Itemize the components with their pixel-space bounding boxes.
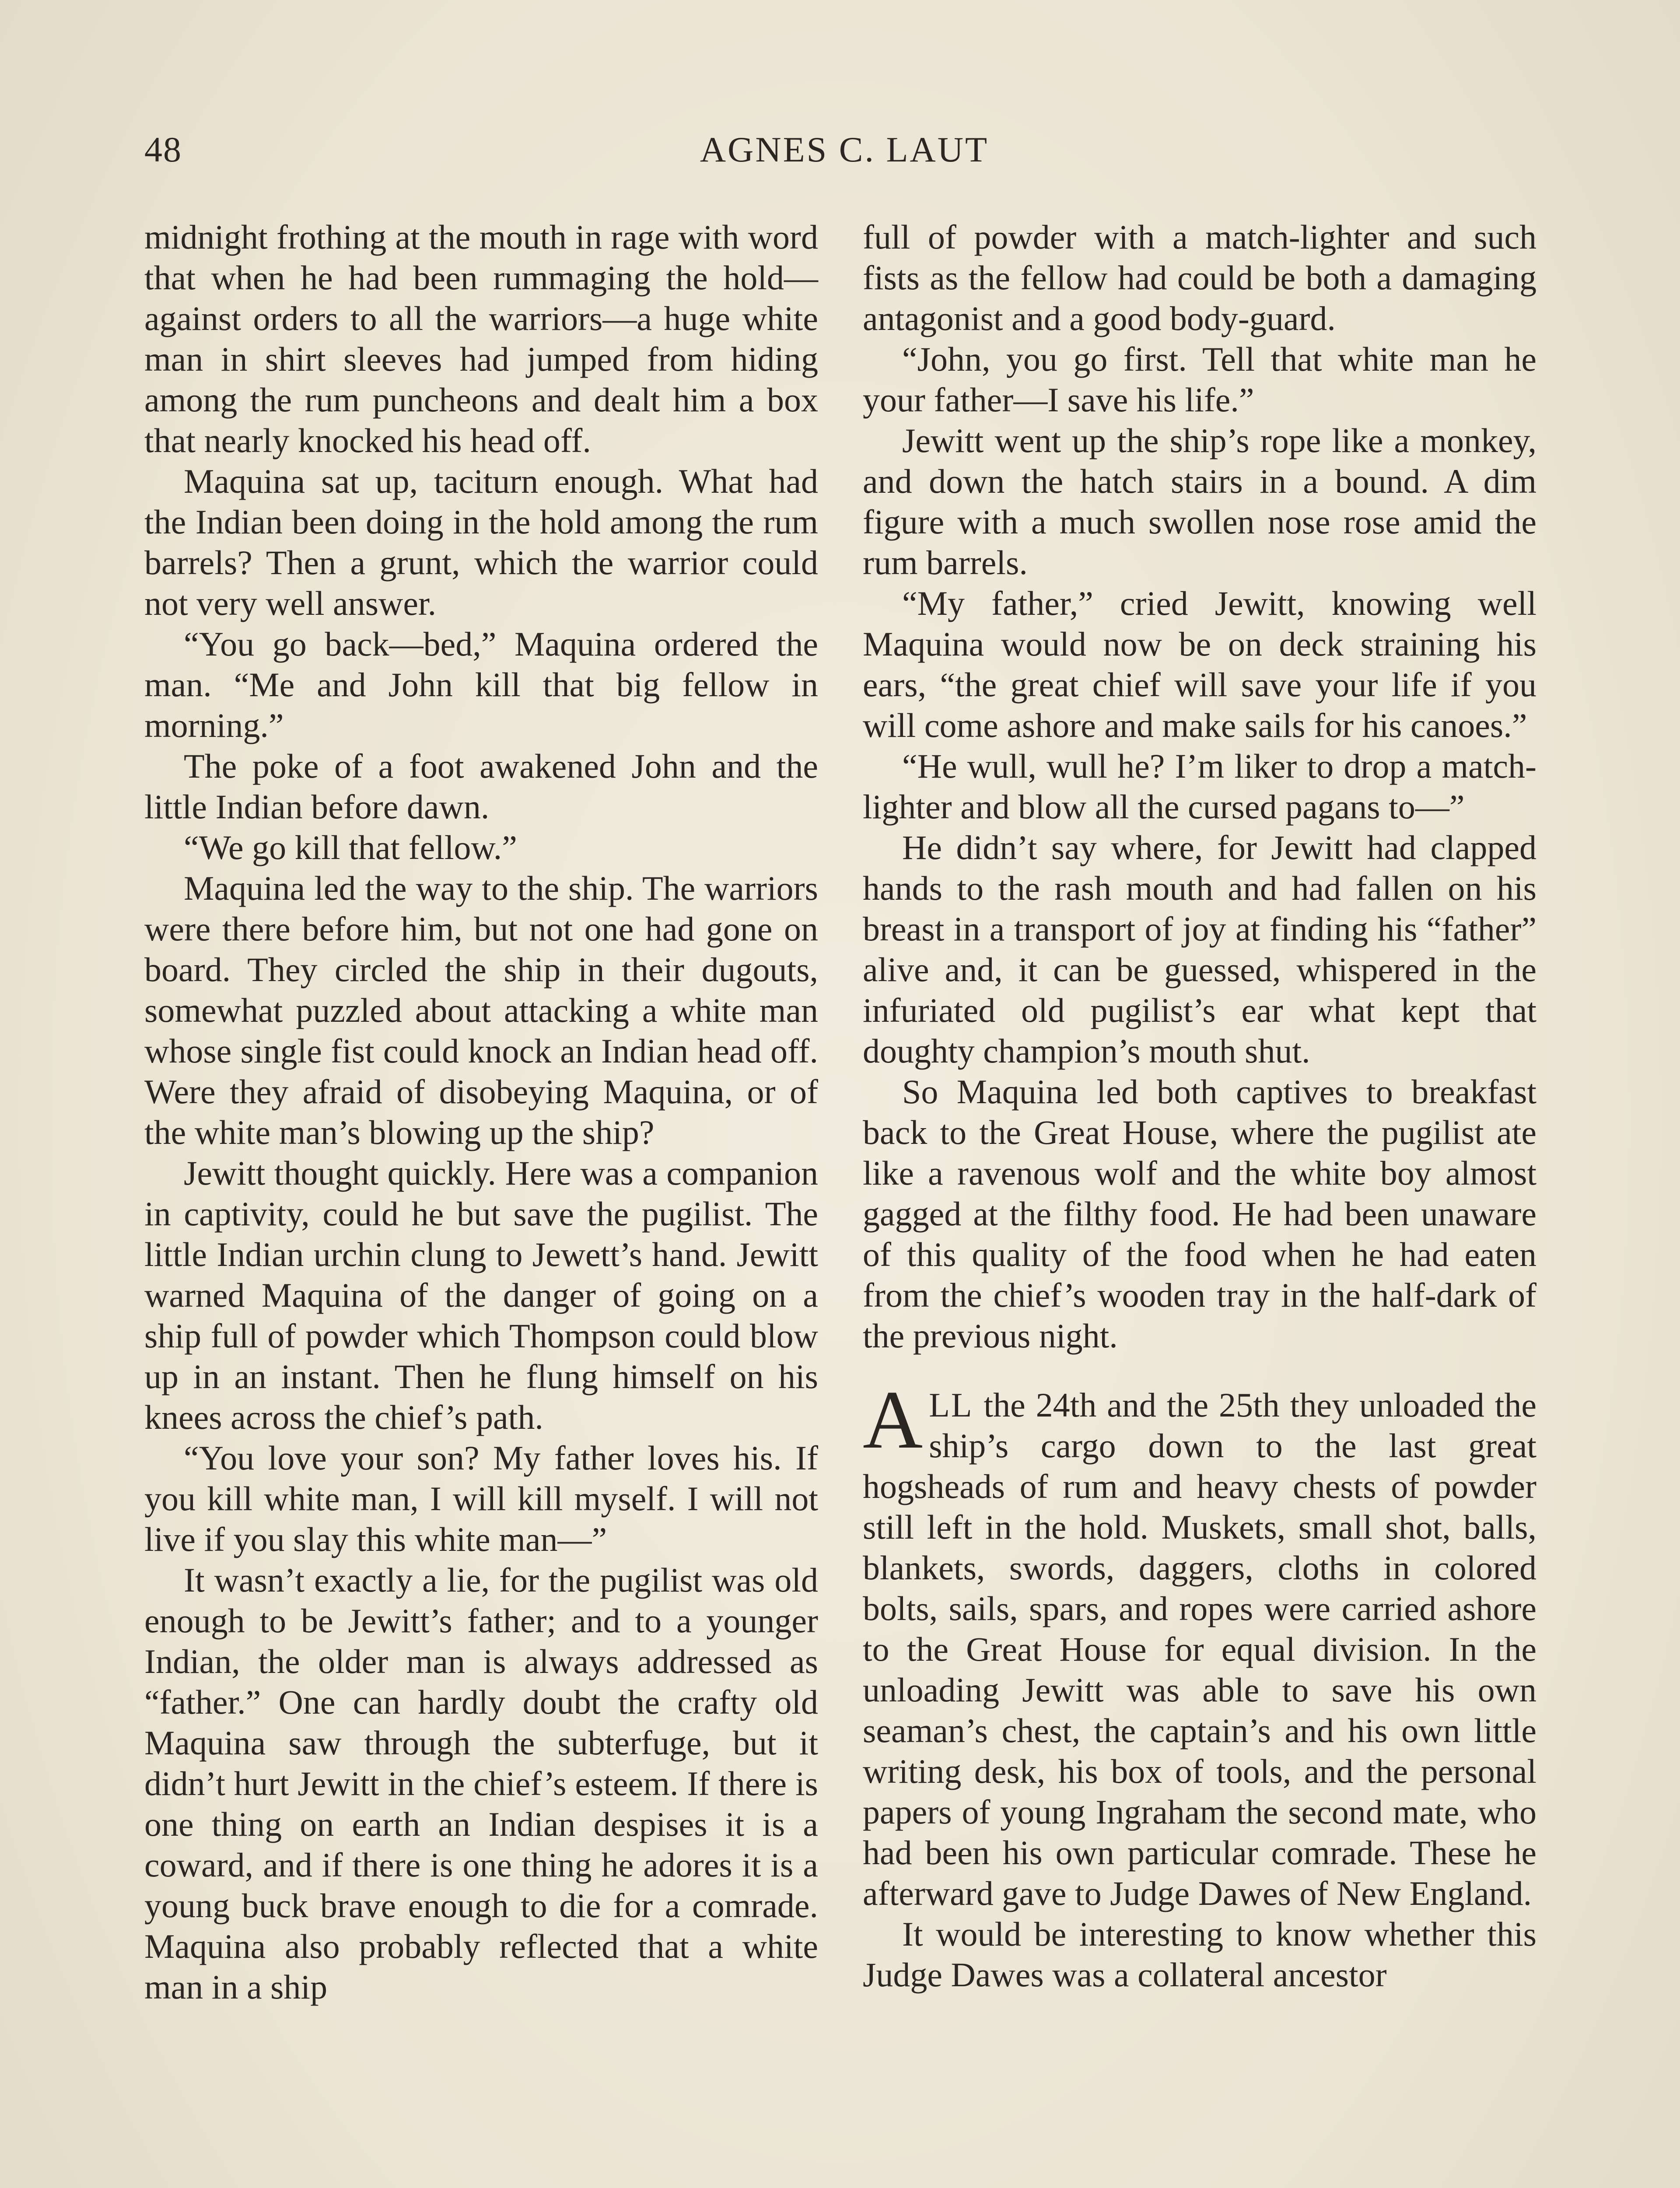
paragraph: “John, you go first. Tell that white man he your father—I save his life.” <box>863 340 1536 419</box>
lead-caps: LL <box>929 1386 973 1424</box>
drop-cap: A <box>863 1374 923 1466</box>
page-header <box>144 129 1544 177</box>
paragraph: Maquina led the way to the ship. The warriors were there before him, but not one had gone on board. They circled the ship in their dugouts, somewhat puzzled about attacking a white man whose single fist could knock an Indian head off. Were they afraid of disobeying Maquina, or of the white man’s blowing up the ship? <box>144 869 818 1151</box>
paragraph: He didn’t say where, for Jewitt had clapped hands to the rash mouth and had fallen on his breast in a transport of joy at finding his “father” alive and, it can be guessed, whispered in the infuriated old pugilist’s ear what kept that doughty champion’s mouth shut. <box>863 828 1536 1070</box>
paragraph: midnight frothing at the mouth in rage with word that when he had been rummaging the hold—against orders to all the warriors—a huge white man in shirt sleeves had jumped from hiding among the rum puncheons and dealt him a box that nearly knocked his head off. <box>144 218 818 459</box>
paragraph: The poke of a foot awakened John and the little Indian before dawn. <box>144 747 818 826</box>
paragraph: Jewitt thought quickly. Here was a companion in captivity, could he but save the pugilist. The little Indian urchin clung to Jewett’s hand. Jewitt warned Maquina of the danger of going on a ship full of powder which Thompson could blow up in an instant. Then he flung himself on his knees across the chief’s path. <box>144 1154 818 1436</box>
paragraph: “We go kill that fellow.” <box>184 828 517 866</box>
paragraph: Jewitt went up the ship’s rope like a monkey, and down the hatch stairs in a bound. A dim figure with a much swollen nose rose amid the rum barrels. <box>863 421 1536 582</box>
paragraph-text: the 24th and the 25th they unloaded the ship’s cargo down to the last great hogsheads of rum and heavy chests of powder still left in the hold. Muskets, small shot, balls, blankets, swords, daggers, cloths in colored bolts, sails, spars, and ropes were carried ashore to the Great House for equal division. In the unloading Jewitt was able to save his own seaman’s chest, the captain’s and his own little writing desk, his box of tools, and the personal papers of young Ingraham the second mate, who had been his own particular comrade. These he afterward gave to Judge Dawes of New England. <box>863 1386 1536 1912</box>
left-column <box>144 217 818 2007</box>
running-head: AGNES C. LAUT <box>700 130 989 169</box>
paragraph: So Maquina led both captives to breakfast back to the Great House, where the pugilist ate like a ravenous wolf and the white boy almost gagged at the filthy food. He had been unaware of this quality of the food when he had eaten from the chief’s wooden tray in the half-dark of the previous night. <box>863 1073 1536 1355</box>
right-column <box>863 217 1536 1995</box>
paragraph: It wasn’t exactly a lie, for the pugilist was old enough to be Jewitt’s father; and to a younger Indian, the older man is always addressed as “father.” One can hardly doubt the crafty old Maquina saw through the subterfuge, but it didn’t hurt Jewitt in the chief’s esteem. If there is one thing on earth an Indian despises it is a coward, and if there is one thing he adores it is a young buck brave enough to die for a comrade. Maquina also probably reflected that a white man in a ship <box>144 1561 818 2006</box>
paragraph: “You love your son? My father loves his. If you kill white man, I will kill myself. I will not live if you slay this white man—” <box>144 1439 818 1558</box>
paragraph: “You go back—bed,” Maquina ordered the man. “Me and John kill that big fellow in morning.” <box>144 625 818 744</box>
paragraph: full of powder with a match-lighter and such fists as the fellow had could be both a damaging antagonist and a good body-guard. <box>863 218 1536 337</box>
section-opening-paragraph <box>863 1374 1536 1914</box>
page-number: 48 <box>144 130 182 169</box>
paragraph: Maquina sat up, taciturn enough. What had the Indian been doing in the hold among the rum barrels? Then a grunt, which the warrior could not very well answer. <box>144 462 818 622</box>
paragraph: “My father,” cried Jewitt, knowing well Maquina would now be on deck straining his ears, “the great chief will save your life if you will come ashore and make sails for his canoes.” <box>863 584 1536 744</box>
paragraph: “He wull, wull he? I’m liker to drop a match-lighter and blow all the cursed pagans to—” <box>863 747 1536 826</box>
paragraph: It would be interesting to know whether this Judge Dawes was a collateral ancestor <box>863 1915 1536 1994</box>
